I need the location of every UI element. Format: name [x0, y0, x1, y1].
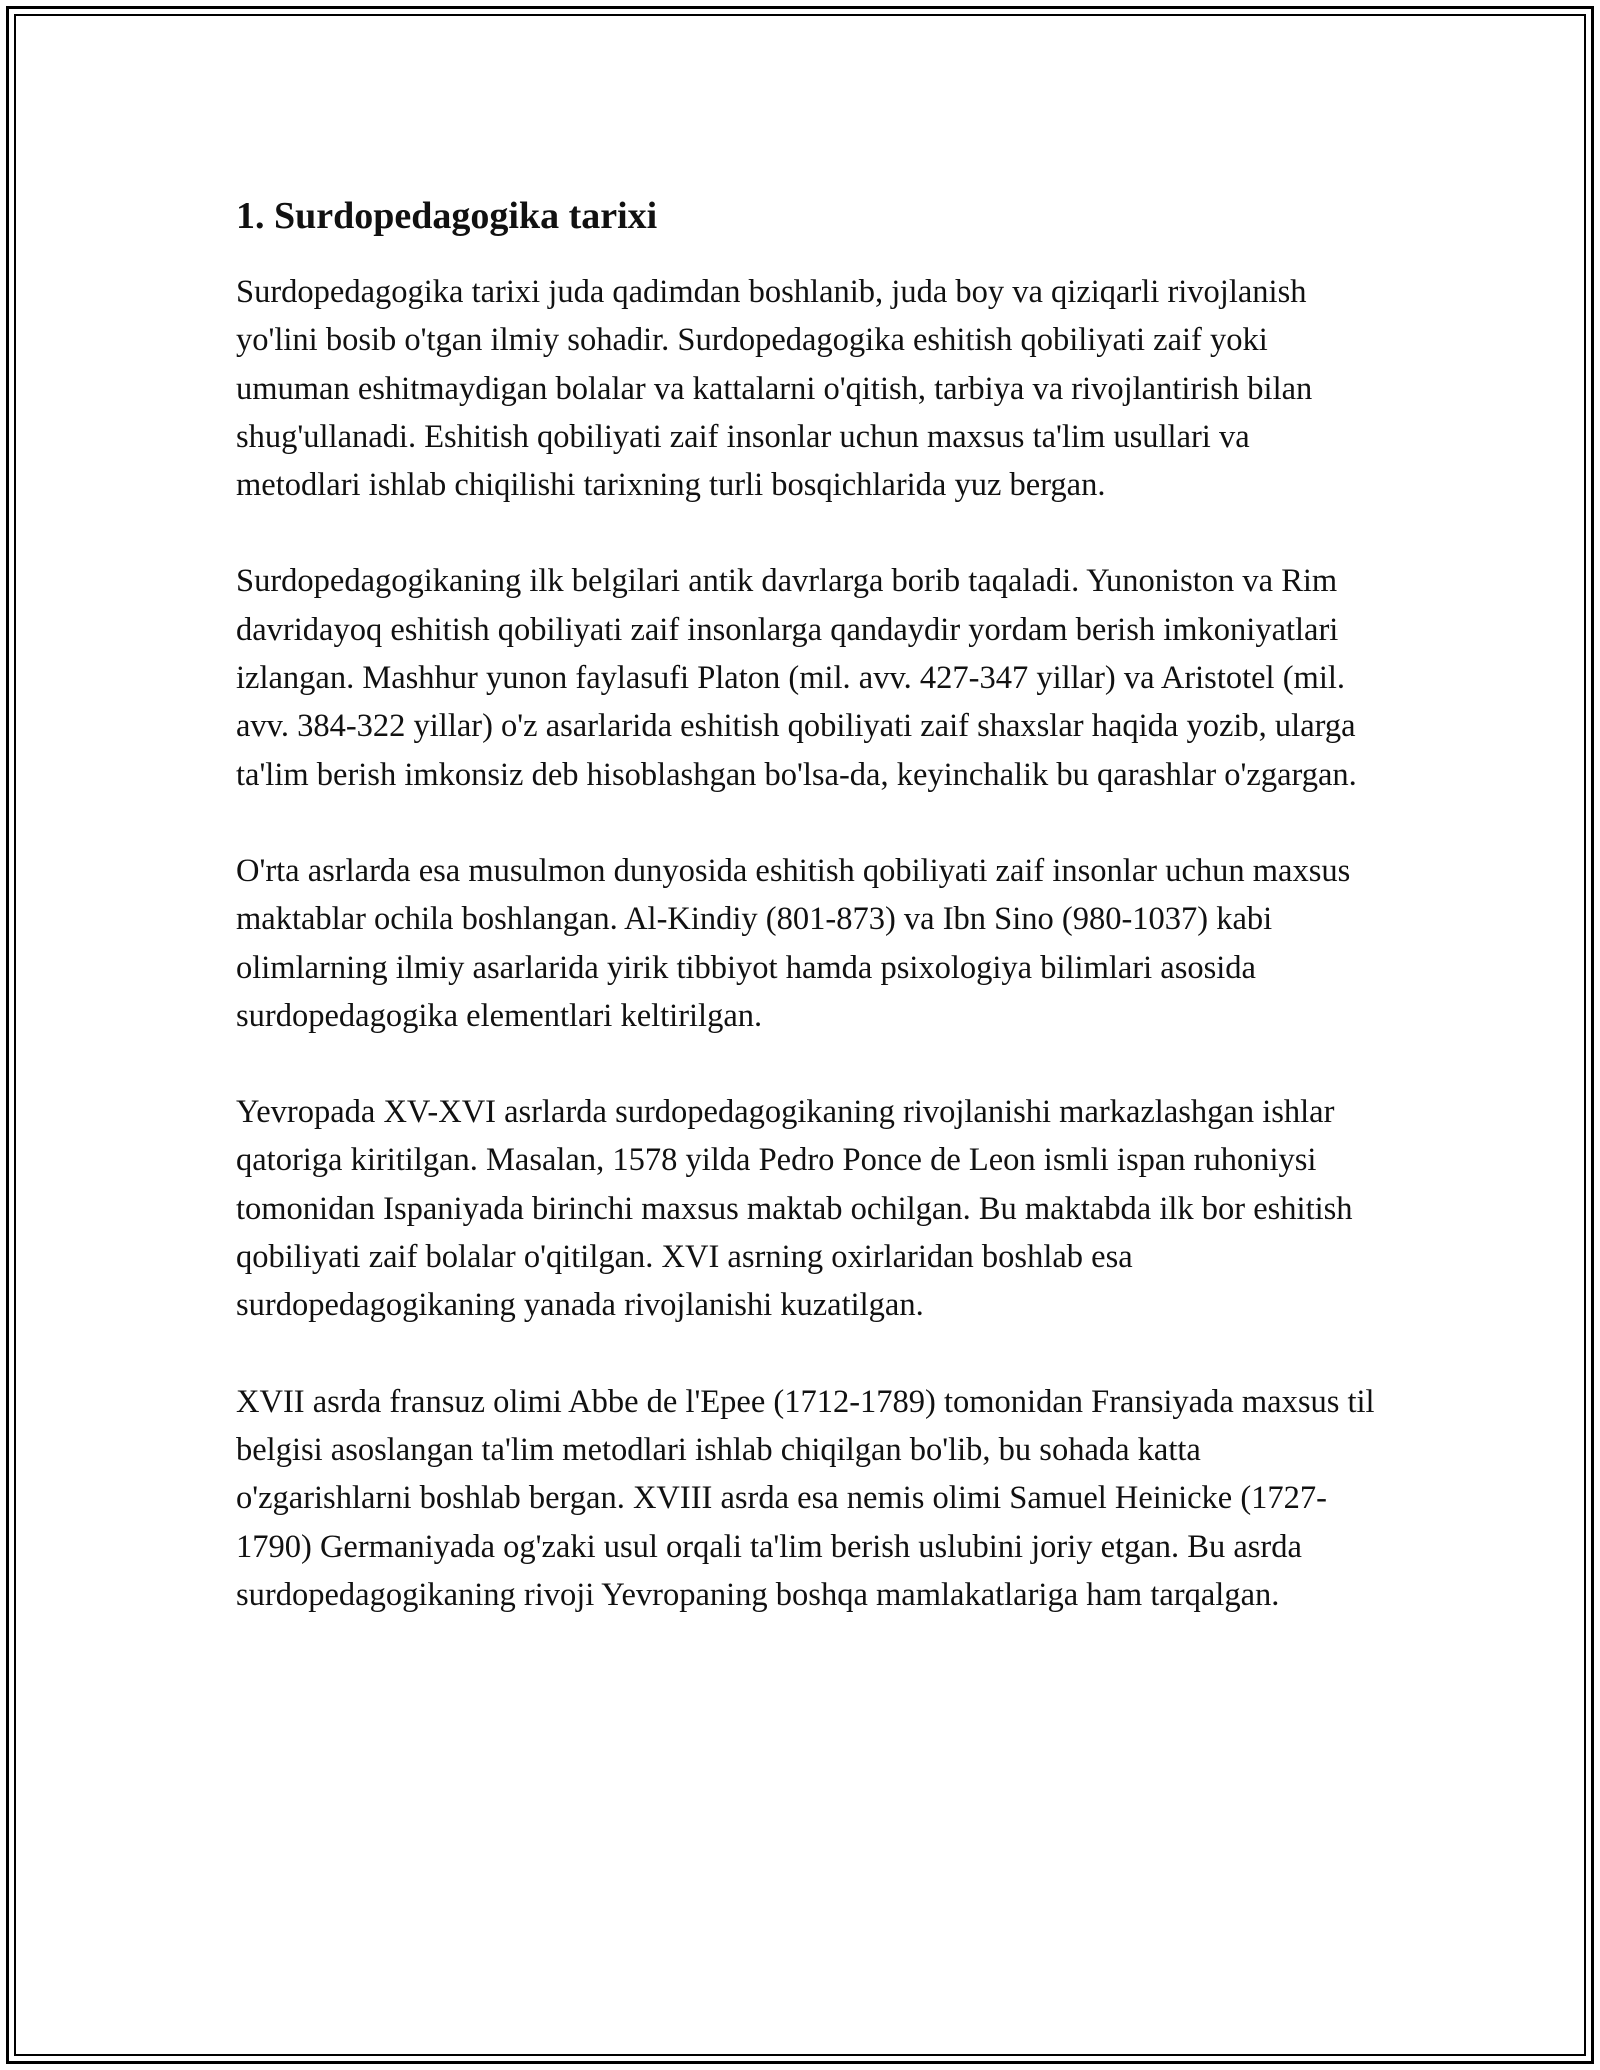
paragraph-europe-15-16: Yevropada XV-XVI asrlarda surdopedagogikaning rivojlanishi markazlashgan ishlar qatoriga kiritilgan. Masalan, 1578 yilda Pedro Ponce de Leon ismli ispan ruhoniysi tomonidan Ispaniyada birinchi maxsus maktab ochilgan. Bu maktabda ilk bor eshitish qobiliyati zaif bolalar o'qitilgan. XVI asrning oxirlaridan boshlab esa surdopedagogikaning yanada rivojlanishi kuzatilgan. [236, 1094, 1353, 1324]
paragraph-17-18-century: XVII asrda fransuz olimi Abbe de l'Epee (1712-1789) tomonidan Fransiyada maxsus til belgisi asoslangan ta'lim metodlari ishlab chiqilgan bo'lib, bu sohada katta o'zgarishlarni boshlab bergan. XVIII asrda esa nemis olimi Samuel Heinicke (1727-1790) Germaniyada og'zaki usul orqali ta'lim berish uslubini joriy etgan. Bu asrda surdopedagogikaning rivoji Yevropaning boshqa mamlakatlariga ham tarqalgan. [236, 1383, 1375, 1613]
paragraph-intro: Surdopedagogika tarixi juda qadimdan boshlanib, juda boy va qiziqarli rivojlanish yo'lini bosib o'tgan ilmiy sohadir. Surdopedagogika eshitish qobiliyati zaif yoki umuman eshitmaydigan bolalar va kattalarni o'qitish, tarbiya va rivojlantirish bilan shug'ullanadi. Eshitish qobiliyati zaif insonlar uchun maxsus ta'lim usullari va metodlari ishlab chiqilishi tarixning turli bosqichlarida yuz bergan. [236, 274, 1313, 504]
document-body [236, 186, 1376, 1667]
section-heading: 1. Surdopedagogika tarixi [236, 195, 658, 237]
paragraph-antiquity: Surdopedagogikaning ilk belgilari antik davrlarga borib taqaladi. Yunoniston va Rim davridayoq eshitish qobiliyati zaif insonlarga qandaydir yordam berish imkoniyatlari izlangan. Mashhur yunon faylasufi Platon (mil. avv. 427-347 yillar) va Aristotel (mil. avv. 384-322 yillar) o'z asarlarida eshitish qobiliyati zaif shaxslar haqida yozib, ularga ta'lim berish imkonsiz deb hisoblashgan bo'lsa-da, keyinchalik bu qarashlar o'zgargan. [236, 563, 1357, 793]
paragraph-middle-ages: O'rta asrlarda esa musulmon dunyosida eshitish qobiliyati zaif insonlar uchun maxsus maktablar ochila boshlangan. Al-Kindiy (801-873) va Ibn Sino (980-1037) kabi olimlarning ilmiy asarlarida yirik tibbiyot hamda psixologiya bilimlari asosida surdopedagogika elementlari keltirilgan. [236, 852, 1351, 1034]
